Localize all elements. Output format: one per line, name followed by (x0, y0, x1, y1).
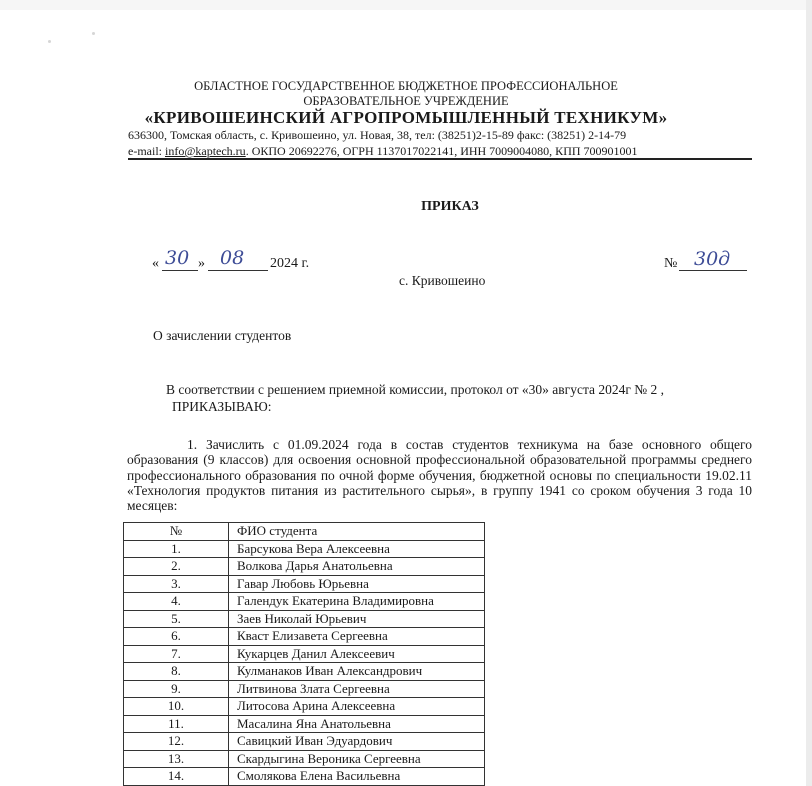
table-row (124, 680, 485, 698)
registry-codes: . ОКПО 20692276, ОГРН 1137017022141, ИНН 7009004080, КПП 700901001 (245, 144, 638, 158)
order-item-1: 1. Зачислить с 01.09.2024 года в состав студентов техникума на базе основного общего образования (9 классов) для освоения основной профессиональной образовательной программы среднего профессионального образования по очной форме обучения, бюджетной основы по специальности 19.02.11 «Технология продуктов питания из растительного сырья», в группу 1941 со сроком обучения 3 года 10 месяцев: (127, 437, 752, 514)
date-year: 2024 г. (270, 256, 310, 271)
row-number: 10. (124, 698, 229, 716)
email-link[interactable]: info@kaptech.ru (164, 144, 246, 158)
scan-top-edge (0, 0, 812, 10)
email-label: e-mail: (128, 144, 165, 158)
student-name: Кулманаков Иван Александрович (229, 663, 485, 681)
column-header-number: № (124, 523, 229, 541)
handwritten-month: 08 (220, 247, 245, 269)
table-row (124, 733, 485, 751)
table-row (124, 628, 485, 646)
month-underline (208, 270, 268, 271)
table-row (124, 663, 485, 681)
student-name: Гавар Любовь Юрьевна (229, 575, 485, 593)
student-name: Заев Николай Юрьевич (229, 610, 485, 628)
order-word: ПРИКАЗЫВАЮ: (172, 399, 272, 414)
contacts-line (128, 144, 638, 159)
student-name: Волкова Дарья Анатольевна (229, 558, 485, 576)
column-header-name: ФИО студента (229, 523, 485, 541)
table-row (124, 645, 485, 663)
row-number: 4. (124, 593, 229, 611)
student-name: Савицкий Иван Эдуардович (229, 733, 485, 751)
table-row (124, 768, 485, 786)
row-number: 11. (124, 715, 229, 733)
row-number: 2. (124, 558, 229, 576)
student-name: Литвинова Злата Сергеевна (229, 680, 485, 698)
handwritten-order-number: 30д (694, 248, 731, 270)
row-number: 13. (124, 750, 229, 768)
order-subject: О зачислении студентов (153, 328, 292, 343)
student-name: Масалина Яна Анатольевна (229, 715, 485, 733)
table-row (124, 698, 485, 716)
student-name: Кукарцев Данил Алексеевич (229, 645, 485, 663)
row-number: 3. (124, 575, 229, 593)
order-basis: В соответствии с решением приемной комиссии, протокол от «30» августа 2024г № 2 , (166, 382, 665, 397)
date-quote-close: » (198, 256, 205, 271)
letterhead-rule (128, 158, 752, 160)
row-number: 14. (124, 768, 229, 786)
table-row (124, 715, 485, 733)
table-row (124, 593, 485, 611)
table-row (124, 575, 485, 593)
day-underline (162, 270, 198, 271)
row-number: 8. (124, 663, 229, 681)
date-quote-open: « (152, 256, 159, 271)
number-underline (679, 270, 747, 271)
row-number: 9. (124, 680, 229, 698)
document-title: ПРИКАЗ (421, 199, 479, 214)
student-name: Барсукова Вера Алексеевна (229, 540, 485, 558)
row-number: 6. (124, 628, 229, 646)
row-number: 12. (124, 733, 229, 751)
student-name: Литосова Арина Алексеевна (229, 698, 485, 716)
students-table (123, 522, 485, 786)
row-number: 5. (124, 610, 229, 628)
address-line: 636300, Томская область, с. Кривошеино, ул. Новая, 38, тел: (38251)2-15-89 факс: (38251) 2-14-79 (128, 128, 627, 142)
order-number-label: № (664, 256, 678, 271)
handwritten-day: 30 (165, 247, 190, 269)
scan-speck (92, 32, 95, 35)
table-row (124, 540, 485, 558)
place-of-issue: с. Кривошеино (399, 273, 486, 288)
student-name: Смолякова Елена Васильевна (229, 768, 485, 786)
student-name: Кваст Елизавета Сергеевна (229, 628, 485, 646)
letterhead-line-1: ОБЛАСТНОЕ ГОСУДАРСТВЕННОЕ БЮДЖЕТНОЕ ПРОФЕССИОНАЛЬНОЕ (194, 79, 618, 93)
table-header-row (124, 523, 485, 541)
table-row (124, 750, 485, 768)
table-row (124, 610, 485, 628)
student-name: Скардыгина Вероника Сергеевна (229, 750, 485, 768)
row-number: 7. (124, 645, 229, 663)
table-row (124, 558, 485, 576)
organization-name: «КРИВОШЕИНСКИЙ АГРОПРОМЫШЛЕННЫЙ ТЕХНИКУМ» (144, 108, 668, 127)
row-number: 1. (124, 540, 229, 558)
letterhead-line-2: ОБРАЗОВАТЕЛЬНОЕ УЧРЕЖДЕНИЕ (303, 94, 509, 108)
scan-speck (48, 40, 51, 43)
student-name: Галендук Екатерина Владимировна (229, 593, 485, 611)
